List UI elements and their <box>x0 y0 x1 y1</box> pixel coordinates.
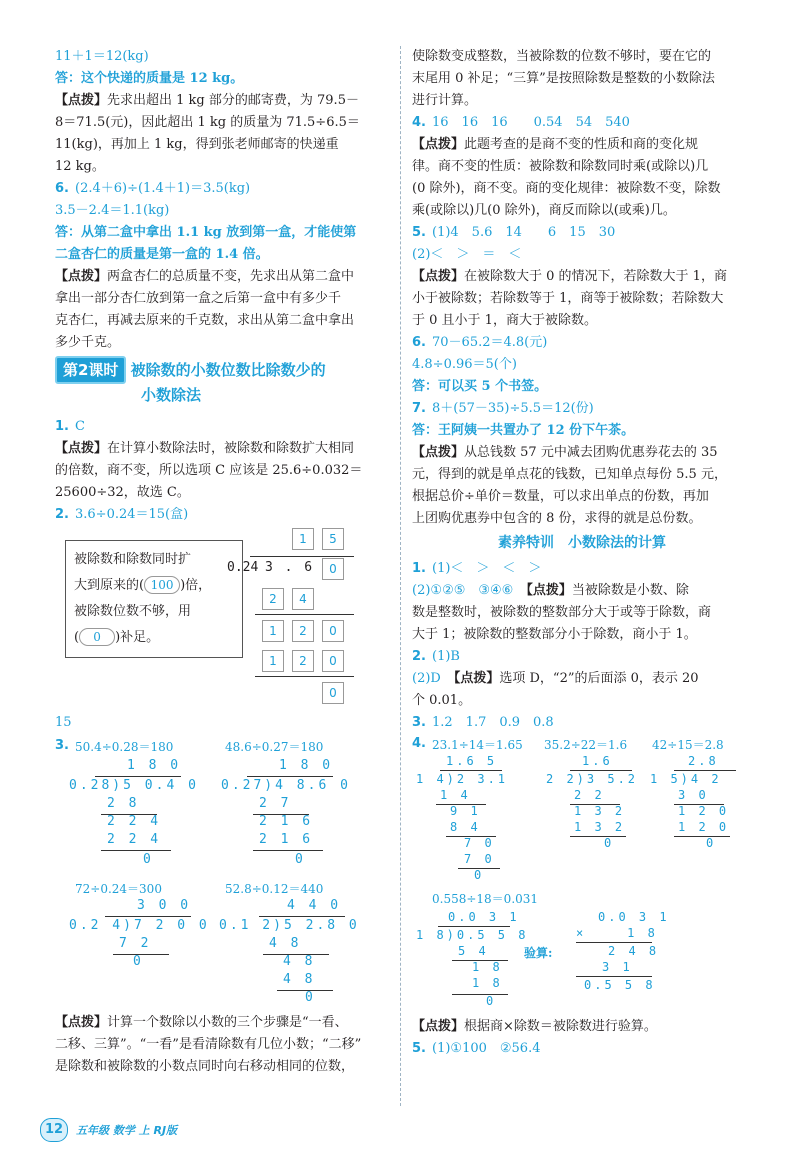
answer-line: 1.2 1.7 0.9 0.8 <box>432 715 554 730</box>
verify-step: 3 1 <box>602 960 633 974</box>
div-body: 1 4)2 3.1 <box>416 772 509 786</box>
div-step: 1 3 2 <box>574 820 626 834</box>
tip-text: 在计算小数除法时，被除数和除数扩大相同 <box>107 441 355 456</box>
div-step: 2 8 <box>107 796 140 811</box>
equation: 50.4÷0.28＝180 <box>75 740 174 754</box>
tip-label: 【点拨】 <box>412 1019 465 1034</box>
note-line: 大到原来的( <box>74 578 145 593</box>
div-step: 7 0 <box>464 852 495 866</box>
div-body: 1 8)0.5 5 8 <box>416 928 529 942</box>
question-number: 7. <box>412 401 426 416</box>
subtract-line <box>255 614 354 615</box>
subtract-line <box>101 850 171 851</box>
answer-line: (1)①100 ②56.4 <box>432 1041 541 1056</box>
quotient-digit: 1 <box>292 528 314 550</box>
answer-line: (2)＜ ＞ ＝ ＜ <box>412 247 522 262</box>
remainder-digit: 0 <box>322 682 344 704</box>
question-number: 1. <box>55 419 69 434</box>
answer-line: 答：从第二盒中拿出 1.1 kg 放到第一盒，才能使第 <box>55 225 357 240</box>
division-bar <box>438 926 510 927</box>
div-body: 0.2 4)7 2 0 0 <box>69 918 210 933</box>
answer-line: (2)①②⑤ ③④⑥ <box>412 583 514 598</box>
div-step: 0 <box>604 836 615 850</box>
div-step: 7 0 <box>464 836 495 850</box>
tip-text: 进行计算。 <box>412 93 478 108</box>
answer-line: 15 <box>55 715 72 730</box>
tip-text: 小于被除数；若除数等于 1，商等于被除数；若除数大 <box>412 291 724 306</box>
tip-text: 计算一个数除以小数的三个步骤是“一看、 <box>107 1015 348 1030</box>
div-step: 1 8 <box>472 960 503 974</box>
div-quotient: 2.8 <box>688 754 719 768</box>
div-quotient: 1.6 5 <box>446 754 498 768</box>
subtract-line <box>452 994 508 995</box>
product-digit: 2 <box>262 588 284 610</box>
answer-line: (1)＜ ＞ ＜ ＞ <box>432 561 542 576</box>
div-step: 4 8 <box>269 936 302 951</box>
answer-line: 3.6÷0.24＝15(盒) <box>75 507 189 522</box>
question-number: 3. <box>55 738 69 753</box>
div-quotient: 4 4 0 <box>287 898 342 913</box>
answer-line: 70－65.2＝4.8(元) <box>432 335 548 350</box>
answer-line: 8＋(57－35)÷5.5＝12(份) <box>432 401 594 416</box>
column-divider <box>400 46 401 1106</box>
note-line: 被除数和除数同时扩 <box>74 552 192 567</box>
tip-text: 11(kg)，再加上 1 kg，得到张老师邮寄的快递重 <box>55 137 339 152</box>
page-number: 12 <box>40 1118 68 1142</box>
div-step: 5 4 <box>458 944 489 958</box>
tip-text: 乘(或除以)几(0 除外)，商反而除以(或乘)几。 <box>412 203 676 218</box>
tip-text: 两盒杏仁的总质量不变，先求出从第二盒中 <box>107 269 355 284</box>
tip-text: 拿出一部分杏仁放到第一盒之后第一盒中有多少千 <box>55 291 342 306</box>
divisor: 0.24 <box>227 560 259 575</box>
tip-label: 【点拨】 <box>412 269 465 284</box>
question-number: 3. <box>412 715 426 730</box>
padded-zero: 0 <box>322 558 344 580</box>
tip-label: 【点拨】 <box>55 441 108 456</box>
div-step: 2 1 6 <box>259 814 314 829</box>
division-bar <box>105 916 191 917</box>
product-digit: 0 <box>322 650 344 672</box>
answer-line: 答：王阿姨一共置办了 12 份下午茶。 <box>412 423 635 438</box>
note-line: )倍， <box>180 578 212 593</box>
subtract-line <box>674 836 730 837</box>
div-step: 2 1 6 <box>259 832 314 847</box>
equation: 35.2÷22＝1.6 <box>544 738 628 752</box>
answer-line: 3.5－2.4＝1.1(kg) <box>55 203 170 218</box>
div-body: 2 2)3 5.2 <box>546 772 639 786</box>
tip-label: 【点拨】 <box>412 445 465 460</box>
div-step: 2 2 4 <box>107 832 162 847</box>
div-quotient: 0.0 3 1 <box>448 910 520 924</box>
fill-answer: 100 <box>144 576 180 594</box>
tip-label: 【点拨】 <box>526 583 572 598</box>
answer-line: (1)B <box>432 649 460 664</box>
remainder-digit: 1 <box>262 620 284 642</box>
lesson-heading <box>55 356 390 408</box>
tip-text: 二移、三算”。“一看”是看清除数有几位小数；“二移” <box>55 1037 362 1052</box>
lesson-badge: 第2课时 <box>55 356 126 384</box>
footer-text: 五年级 数学 上 RJ版 <box>76 1124 178 1137</box>
division-diagram <box>55 526 390 708</box>
tip-text: 使除数变成整数，当被除数的位数不够时，要在它的 <box>412 49 712 64</box>
tip-text: 12 kg。 <box>55 159 105 174</box>
tip-text: 根据总价÷单价＝数量，可以求出单点的份数，再加 <box>412 489 709 504</box>
tip-text: (0 除外)，商不变。商的变化规律：被除数不变，除数 <box>412 181 721 196</box>
div-step: 4 8 <box>283 972 316 987</box>
division-bar <box>95 776 181 777</box>
q3-divisions <box>55 738 390 1008</box>
tip-text: 克杏仁，再减去原来的千克数，求出从第二盒中拿出 <box>55 313 355 328</box>
div-step: 3 0 <box>678 788 709 802</box>
product-digit: 2 <box>292 650 314 672</box>
answer-line: 16 16 16 0.54 54 540 <box>432 115 630 130</box>
quotient-digit: 5 <box>322 528 344 550</box>
question-number: 4. <box>412 736 426 751</box>
s4-divisions <box>412 734 752 994</box>
div-step: 0 <box>143 852 154 867</box>
multiply-line <box>576 942 652 943</box>
tip-text: 先求出超出 1 kg 部分的邮寄费，为 79.5－ <box>107 93 359 108</box>
multiply-line <box>576 976 652 977</box>
answer-line: C <box>75 419 85 434</box>
div-step: 4 8 <box>283 954 316 969</box>
question-number: 6. <box>55 181 69 196</box>
equation: 48.6÷0.27＝180 <box>225 740 324 754</box>
answer-line: (2.4＋6)÷(1.4＋1)＝3.5(kg) <box>75 181 251 196</box>
lesson-title: 小数除法 <box>141 386 202 404</box>
div-step: 0 <box>474 868 485 882</box>
product-digit: 1 <box>262 650 284 672</box>
division-bar <box>247 776 333 777</box>
div-step: 9 1 <box>450 804 481 818</box>
div-quotient: 3 0 0 <box>137 898 192 913</box>
fill-answer: 0 <box>79 628 115 646</box>
div-step: 1 2 0 <box>678 804 730 818</box>
verify-step: 0.0 3 1 <box>598 910 670 924</box>
verify-step: 2 4 8 <box>608 944 660 958</box>
note-line: 被除数位数不够，用 <box>74 604 192 619</box>
question-number: 1. <box>412 561 426 576</box>
answer-line: (1)4 5.6 14 6 15 30 <box>432 225 616 240</box>
equation: 23.1÷14＝1.65 <box>432 738 523 752</box>
div-step: 0 <box>486 994 497 1008</box>
tip-label: 【点拨】 <box>412 137 465 152</box>
equation: 0.558÷18＝0.031 <box>432 892 539 906</box>
verify-step: 0.5 5 8 <box>584 978 656 992</box>
tip-text: 此题考查的是商不变的性质和商的变化规 <box>464 137 699 152</box>
tip-text: 25600÷32，故选 C。 <box>55 485 190 500</box>
div-step: 7 2 <box>119 936 152 951</box>
answer-line: (2)D <box>412 671 441 686</box>
div-step: 0 <box>295 852 306 867</box>
equation: 52.8÷0.12＝440 <box>225 882 324 896</box>
question-number: 5. <box>412 225 426 240</box>
tip-label: 【点拨】 <box>55 1015 108 1030</box>
div-step: 1 2 0 <box>678 820 730 834</box>
dividend: 3 . 6 <box>265 560 315 575</box>
tip-text: 8＝71.5(元)，因此超出 1 kg 的质量为 71.5÷6.5＝ <box>55 115 360 130</box>
right-column <box>412 46 752 1060</box>
tip-text: 的倍数，商不变，所以选项 C 应该是 25.6÷0.032＝ <box>55 463 363 478</box>
answer-line: 答：可以买 5 个书签。 <box>412 379 548 394</box>
div-body: 0.28)5 0.4 0 <box>69 778 199 793</box>
equation: 42÷15＝2.8 <box>652 738 724 752</box>
question-number: 2. <box>412 649 426 664</box>
tip-text: 根据商×除数＝被除数进行验算。 <box>464 1019 657 1034</box>
division-bar <box>250 556 354 557</box>
div-step: 8 4 <box>450 820 481 834</box>
lesson-title: 被除数的小数位数比除数少的 <box>130 361 326 379</box>
division-bar <box>570 770 632 771</box>
div-step: 0 <box>706 836 717 850</box>
answer-line: 11＋1＝12(kg) <box>55 49 149 64</box>
div-step: 2 2 <box>574 788 605 802</box>
tip-text: 多少千克。 <box>55 335 121 350</box>
tip-text: 律。商不变的性质：被除数和除数同时乘(或除以)几 <box>412 159 709 174</box>
subtract-line <box>253 850 323 851</box>
question-number: 4. <box>412 115 426 130</box>
division-bar <box>674 770 736 771</box>
tip-label: 【点拨】 <box>453 671 500 686</box>
note-line: )补足。 <box>115 630 160 645</box>
div-body: 0.1 2)5 2.8 0 <box>219 918 360 933</box>
div-step: 2 7 <box>259 796 292 811</box>
division-bar <box>440 770 502 771</box>
div-step: 0 <box>305 990 316 1005</box>
product-digit: 4 <box>292 588 314 610</box>
answer-line: 答：这个快递的质量是 12 kg。 <box>55 71 244 86</box>
left-column <box>55 46 390 1078</box>
div-step: 0 <box>133 954 144 969</box>
div-step: 1 4 <box>440 788 471 802</box>
tip-label: 【点拨】 <box>55 269 108 284</box>
div-step: 2 2 4 <box>107 814 162 829</box>
tip-text: 从总钱数 57 元中减去团购优惠券花去的 35 <box>464 445 718 460</box>
subtract-line <box>255 676 354 677</box>
page-footer <box>40 1118 177 1142</box>
note-line: ( <box>74 630 80 645</box>
tip-label: 【点拨】 <box>55 93 108 108</box>
tip-text: 上团购优惠券中包含的 8 份，求得的就是总份数。 <box>412 511 702 526</box>
div-step: 1 8 <box>472 976 503 990</box>
remainder-digit: 2 <box>292 620 314 642</box>
remainder-digit: 0 <box>322 620 344 642</box>
div-quotient: 1 8 0 <box>279 758 334 773</box>
tip-text: 于 0 且小于 1，商大于被除数。 <box>412 313 597 328</box>
div-quotient: 1 8 0 <box>127 758 182 773</box>
answer-line: 二盒杏仁的质量是第一盒的 1.4 倍。 <box>55 247 269 262</box>
answer-line: 4.8÷0.96＝5(个) <box>412 357 517 372</box>
tip-text: 在被除数大于 0 的情况下，若除数大于 1，商 <box>464 269 727 284</box>
tip-text: 末尾用 0 补足；“三算”是按照除数是整数的小数除法 <box>412 71 715 86</box>
question-number: 2. <box>55 507 69 522</box>
question-number: 6. <box>412 335 426 350</box>
tip-text: 选项 D，“2”的后面添 0，表示 20 <box>499 671 699 686</box>
tip-text: 大于 1；被除数的整数部分小于除数，商小于 1。 <box>412 627 697 642</box>
tip-text: 元，得到的就是单点花的钱数，已知单点每份 5.5 元， <box>412 467 727 482</box>
subtract-line <box>570 836 626 837</box>
verify-step: × 1 8 <box>576 926 658 940</box>
div-step: 1 3 2 <box>574 804 626 818</box>
tip-text: 个 0.01。 <box>412 693 472 708</box>
division-bar <box>259 916 345 917</box>
verify-label: 验算: <box>524 946 553 960</box>
note-box <box>65 540 243 658</box>
div-body: 1 5)4 2 <box>650 772 722 786</box>
div-body: 0.27)4 8.6 0 <box>221 778 351 793</box>
tip-text: 是除数和被除数的小数点同时向右移动相同的位数， <box>55 1059 355 1074</box>
tip-text: 当被除数是小数、除 <box>571 583 689 598</box>
section-title: 素养特训 小数除法的计算 <box>498 535 666 551</box>
question-number: 5. <box>412 1041 426 1056</box>
tip-text: 数是整数时，被除数的整数部分大于或等于除数，商 <box>412 605 712 620</box>
equation: 72÷0.24＝300 <box>75 882 162 896</box>
div-quotient: 1.6 <box>582 754 613 768</box>
